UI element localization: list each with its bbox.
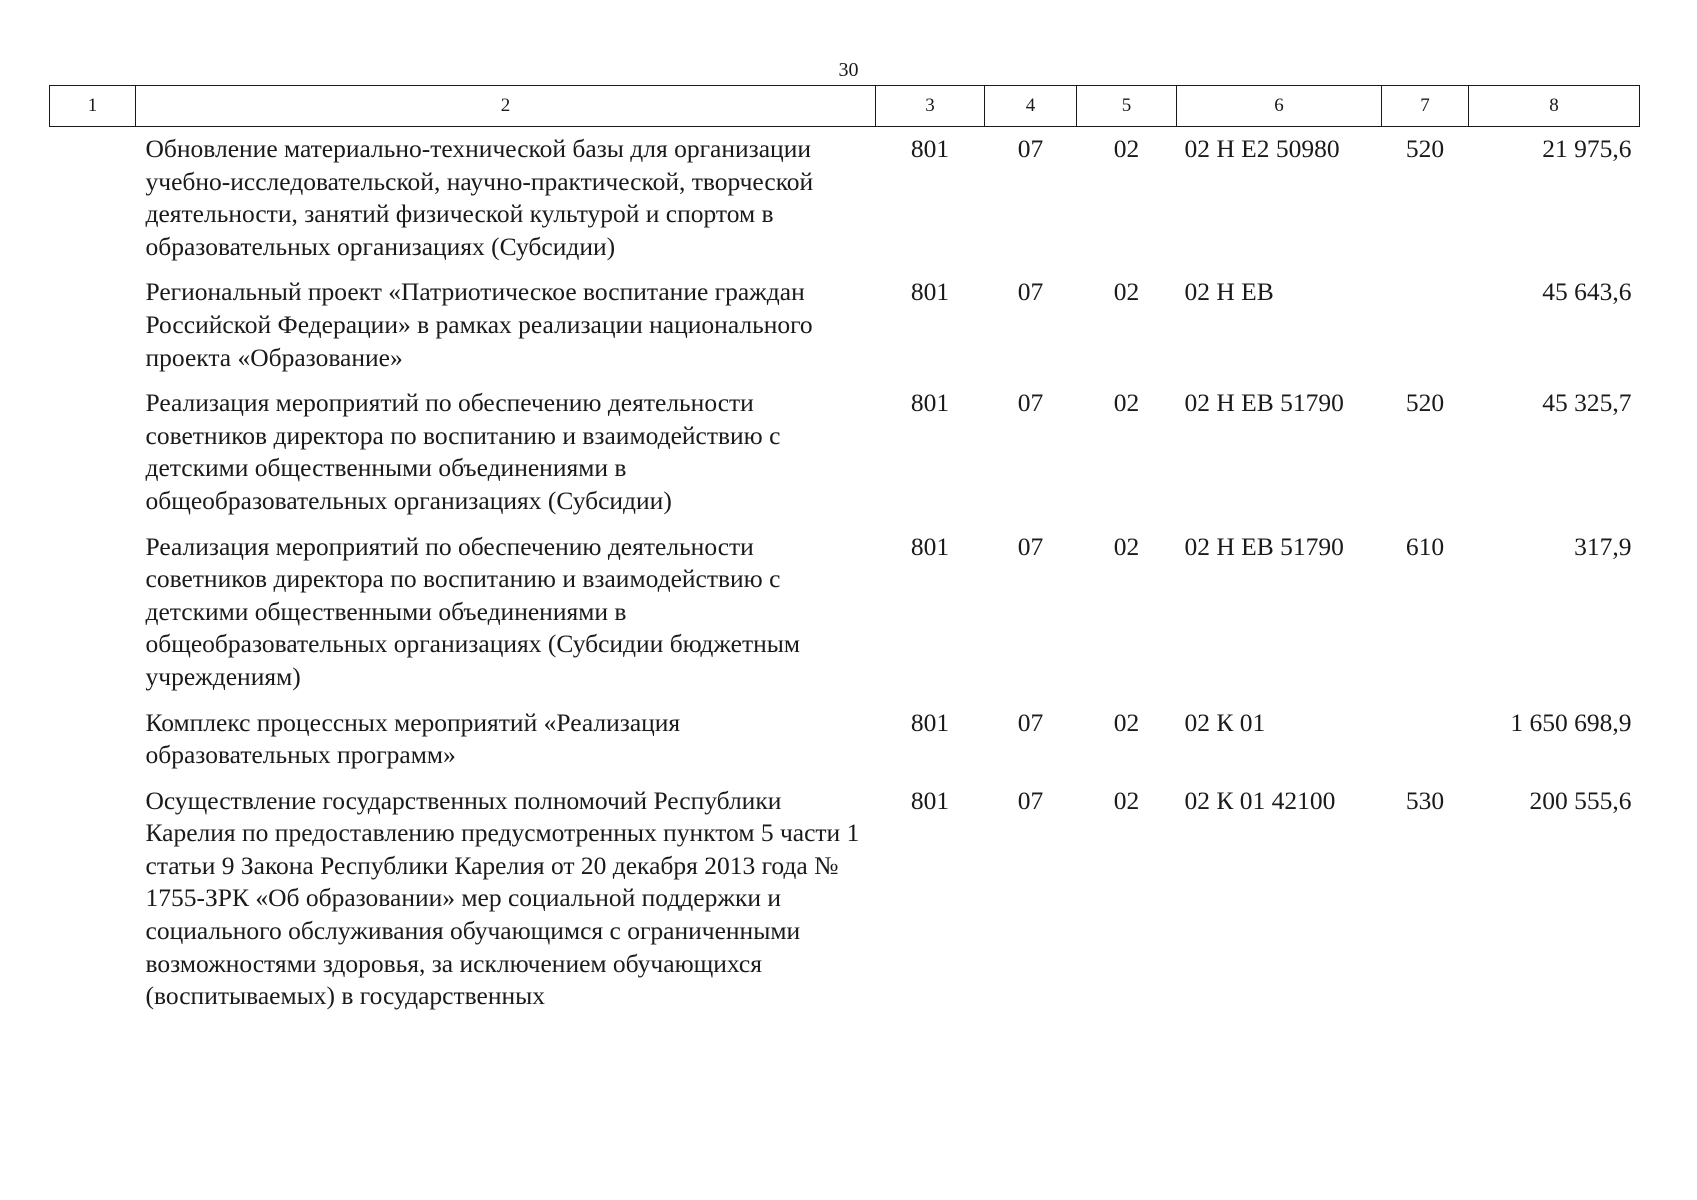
cell-section: 07	[1017, 785, 1044, 815]
cell-name: Реализация мероприятий по обеспечению деятельности советников директора по воспитанию и взаимодействию с детскими общественными объединениями в общеобразовательных организациях (Субсидии)	[145, 388, 781, 515]
cell-expense-type: 610	[1405, 531, 1445, 561]
header-row	[50, 86, 1640, 127]
cell-code-801: 801	[910, 707, 950, 737]
cell-target-article: 02 К 01	[1184, 707, 1266, 737]
cell-name: Региональный проект «Патриотическое воспитание граждан Российской Федерации» в рамках реализации национального проекта «Образование»	[145, 277, 813, 372]
cell-subsection: 02	[1113, 707, 1140, 737]
cell-amount: 200 555,6	[1529, 785, 1632, 815]
cell-amount: 1 650 698,9	[1510, 707, 1632, 737]
cell-subsection: 02	[1113, 134, 1140, 163]
cell-target-article: 02 Н ЕВ 51790	[1184, 531, 1344, 561]
cell-target-article: 02 Н ЕВ	[1184, 277, 1274, 307]
table-header	[50, 86, 1640, 127]
cell-amount: 317,9	[1574, 531, 1632, 561]
cell-amount: 45 643,6	[1542, 277, 1632, 307]
table-row	[50, 127, 1640, 271]
cell-subsection: 02	[1113, 785, 1140, 815]
cell-name: Реализация мероприятий по обеспечению деятельности советников директора по воспитанию и взаимодействию с детскими общественными объединениями в общеобразовательных организациях (Субсидии бюджетным учреждениям)	[145, 531, 801, 691]
cell-section: 07	[1017, 134, 1044, 163]
table-row	[50, 701, 1640, 779]
cell-name: Осуществление государственных полномочий Республики Карелия по предоставлению предусмотренных пунктом 5 части 1 статьи 9 Закона Республики Карелия от 20 декабря 2013 года № 1755-ЗРК «Об образовании» мер социальной поддержки и социального обслуживания обучающимся с ограниченными возможностями здоровья, за исключением обучающихся (воспитываемых) в государственных	[145, 785, 860, 1011]
cell-expense-type: 520	[1405, 388, 1445, 418]
table-row	[50, 779, 1640, 1020]
column-header-5: 5	[1077, 86, 1177, 127]
cell-target-article: 02 К 01 42100	[1184, 785, 1336, 815]
cell-code-801: 801	[910, 531, 950, 561]
cell-expense-type	[1382, 270, 1469, 381]
cell-expense-type	[1382, 701, 1469, 779]
budget-table	[49, 85, 1640, 1020]
column-header-1: 1	[50, 86, 136, 127]
cell-col1	[50, 701, 136, 779]
cell-section: 07	[1017, 707, 1044, 737]
column-header-6: 6	[1177, 86, 1382, 127]
cell-amount: 21 975,6	[1542, 134, 1632, 163]
cell-section: 07	[1017, 531, 1044, 561]
cell-subsection: 02	[1113, 388, 1140, 418]
column-header-7: 7	[1382, 86, 1469, 127]
cell-subsection: 02	[1113, 531, 1140, 561]
cell-expense-type: 530	[1405, 785, 1445, 815]
cell-expense-type: 520	[1405, 134, 1445, 163]
cell-target-article: 02 Н Е2 50980	[1184, 134, 1340, 163]
column-header-3: 3	[876, 86, 985, 127]
column-header-4: 4	[985, 86, 1077, 127]
cell-section: 07	[1017, 388, 1044, 418]
cell-target-article: 02 Н ЕВ 51790	[1184, 388, 1344, 418]
cell-col1	[50, 127, 136, 271]
cell-code-801: 801	[910, 134, 950, 163]
cell-code-801: 801	[910, 277, 950, 307]
cell-amount: 45 325,7	[1542, 388, 1632, 418]
cell-subsection: 02	[1113, 277, 1140, 307]
cell-name: Комплекс процессных мероприятий «Реализация образовательных программ»	[145, 707, 681, 770]
table-body	[50, 127, 1640, 1020]
column-header-2: 2	[136, 86, 876, 127]
column-header-8: 8	[1469, 86, 1640, 127]
cell-col1	[50, 381, 136, 524]
cell-name: Обновление материально-технической базы для организации учебно-исследовательской, научно-практической, творческой деятельности, занятий физической культурой и спортом в образовательных организациях (Субсидии)	[145, 134, 814, 261]
table-row	[50, 381, 1640, 524]
page-number: 30	[838, 59, 859, 81]
cell-section: 07	[1017, 277, 1044, 307]
cell-col1	[50, 525, 136, 701]
cell-code-801: 801	[910, 785, 950, 815]
cell-col1	[50, 270, 136, 381]
table-row	[50, 525, 1640, 701]
table-row	[50, 270, 1640, 381]
cell-code-801: 801	[910, 388, 950, 418]
cell-col1	[50, 779, 136, 1020]
